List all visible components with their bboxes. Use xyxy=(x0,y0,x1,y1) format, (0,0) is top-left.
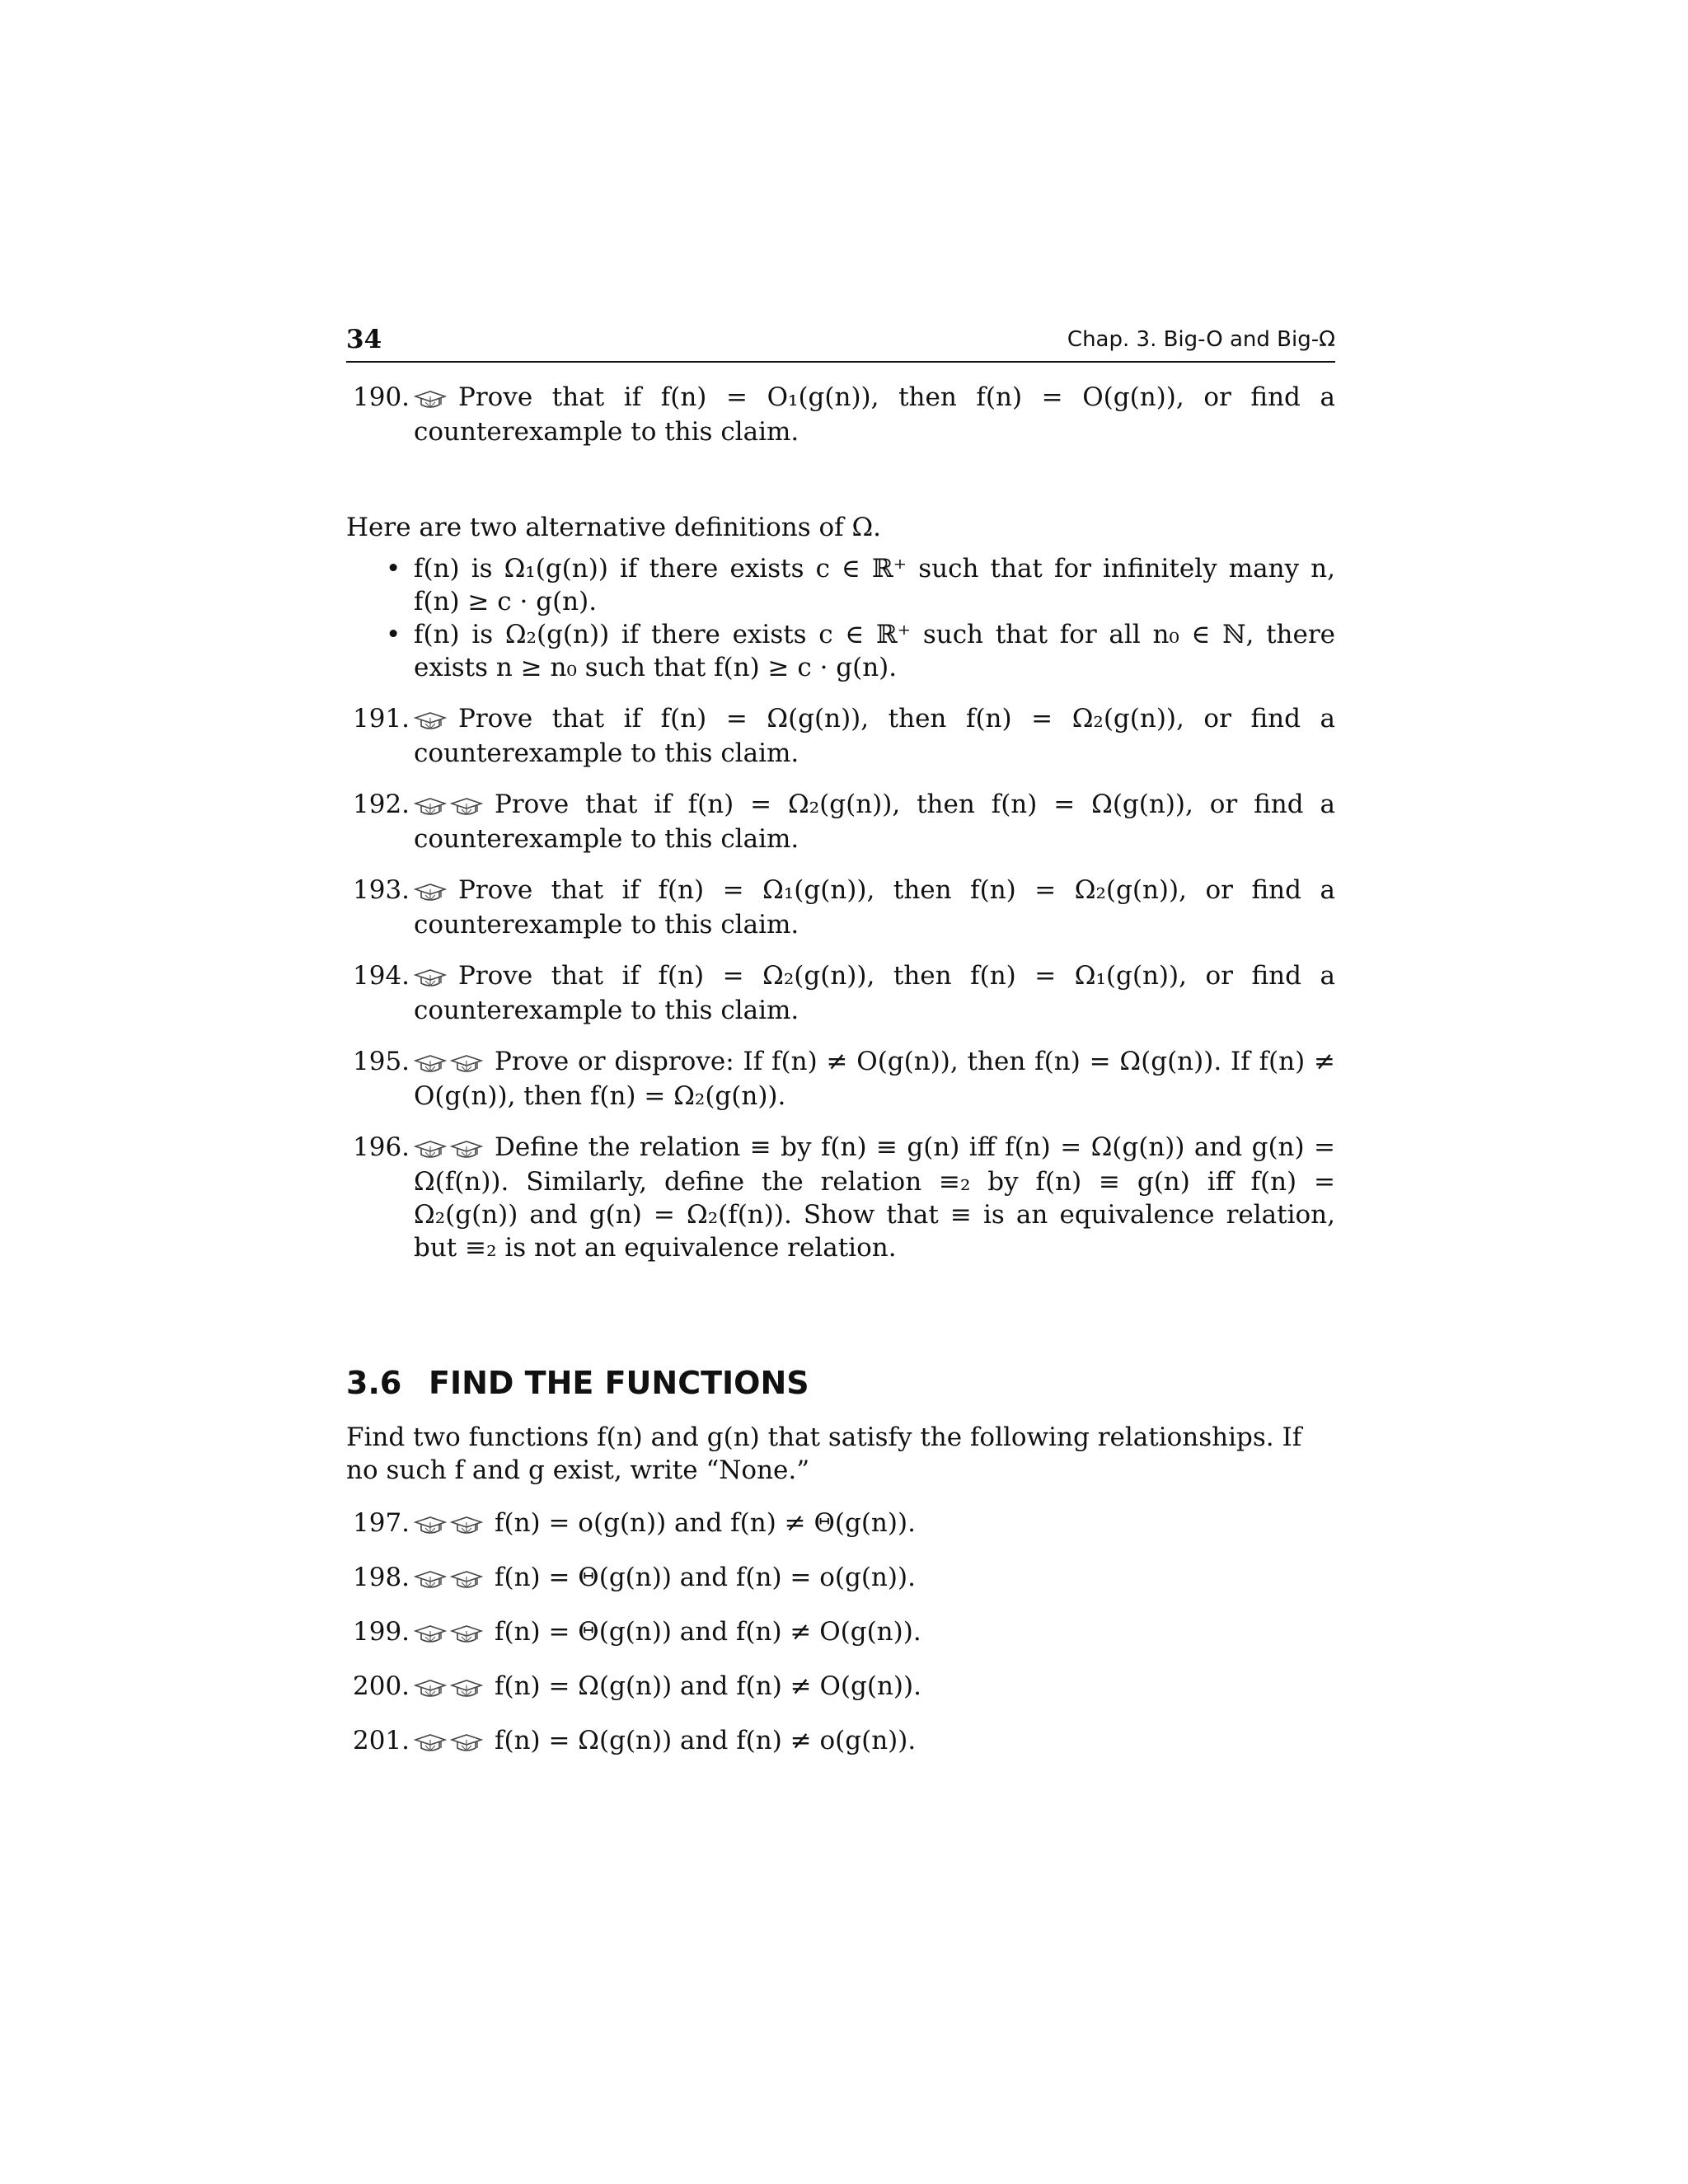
graduation-cap-icon xyxy=(450,1678,483,1701)
exercise-190 xyxy=(346,381,1335,448)
exercise-text: Prove that if f(n) = Ω₁(g(n)), then f(n) = Ω₂(g(n)), or find a counterexample to this claim. xyxy=(414,875,1335,940)
graduation-cap-icon xyxy=(414,1515,447,1538)
graduation-cap-icon xyxy=(450,1569,483,1592)
graduation-cap-icon xyxy=(450,1139,483,1162)
graduation-cap-icon xyxy=(450,1624,483,1647)
exercise-text: f(n) = Ω(g(n)) and f(n) ≠ o(g(n)). xyxy=(495,1726,917,1755)
exercise-number: 194. xyxy=(353,961,410,991)
exercise-191 xyxy=(346,702,1335,770)
exercise-text: Prove that if f(n) = Ω(g(n)), then f(n) = Ω₂(g(n)), or find a counterexample to this claim. xyxy=(414,704,1335,768)
list-item: • f(n) is Ω₂(g(n)) if there exists c ∈ ℝ⁺ such that for all n₀ ∈ ℕ, there exists n ≥ n₀ such that f(n) ≥ c · g(n). xyxy=(386,620,1335,682)
exercise-text: Prove that if f(n) = O₁(g(n)), then f(n) = O(g(n)), or find a counterexample to this claim. xyxy=(414,382,1335,447)
graduation-cap-icon xyxy=(414,1053,447,1076)
exercise-number: 192. xyxy=(353,790,410,819)
graduation-cap-icon xyxy=(414,1139,447,1162)
exercise-text: f(n) = o(g(n)) and f(n) ≠ Θ(g(n)). xyxy=(495,1508,916,1538)
section-number: 3.6 xyxy=(346,1365,402,1401)
section-heading xyxy=(346,1363,1335,1403)
graduation-cap-icon xyxy=(414,710,447,733)
graduation-cap-icon xyxy=(450,1515,483,1538)
exercise-text: f(n) = Θ(g(n)) and f(n) = o(g(n)). xyxy=(495,1563,916,1592)
exercise-198 xyxy=(346,1561,1335,1596)
graduation-cap-icon xyxy=(414,796,447,819)
page-number: 34 xyxy=(346,325,382,354)
page-content xyxy=(346,323,1335,1759)
exercise-number: 195. xyxy=(353,1047,410,1076)
exercise-number: 196. xyxy=(353,1132,410,1162)
section-intro: Find two functions f(n) and g(n) that satisfy the following relationships. If no such f and g exist, write “None.” xyxy=(346,1422,1302,1485)
exercise-199 xyxy=(346,1615,1335,1650)
exercise-text: Define the relation ≡ by f(n) ≡ g(n) iff f(n) = Ω(g(n)) and g(n) = Ω(f(n)). Similarly, define the relation ≡₂ by f(n) ≡ g(n) iff f(n) = Ω₂(g(n)) and g(n) = Ω₂(f(n)). Show that ≡ is an equivalence relation, but ≡₂ is not an equivalence relation. xyxy=(414,1132,1335,1263)
exercise-number: 200. xyxy=(353,1671,410,1701)
exercise-text: f(n) = Θ(g(n)) and f(n) ≠ O(g(n)). xyxy=(495,1617,921,1647)
exercise-193 xyxy=(346,874,1335,941)
graduation-cap-icon xyxy=(414,389,447,412)
exercise-number: 193. xyxy=(353,875,410,905)
exercise-text: Prove that if f(n) = Ω₂(g(n)), then f(n) = Ω₁(g(n)), or find a counterexample to this claim. xyxy=(414,961,1335,1025)
exercise-195 xyxy=(346,1045,1335,1113)
definition-omega-2: f(n) is Ω₂(g(n)) if there exists c ∈ ℝ⁺ such that for all n₀ ∈ ℕ, there exists n ≥ n₀ such that f(n) ≥ c · g(n). xyxy=(414,620,1335,682)
graduation-cap-icon xyxy=(414,1678,447,1701)
definition-omega-1: f(n) is Ω₁(g(n)) if there exists c ∈ ℝ⁺ such that for infinitely many n, f(n) ≥ c · g(n). xyxy=(414,554,1335,616)
exercise-text: Prove that if f(n) = Ω₂(g(n)), then f(n) = Ω(g(n)), or find a counterexample to this claim. xyxy=(414,790,1335,854)
exercise-196 xyxy=(346,1131,1335,1264)
exercise-194 xyxy=(346,959,1335,1027)
exercise-200 xyxy=(346,1670,1335,1704)
running-head: Chap. 3. Big-O and Big-Ω xyxy=(1067,327,1335,352)
graduation-cap-icon xyxy=(414,968,447,991)
exercise-number: 199. xyxy=(353,1617,410,1647)
graduation-cap-icon xyxy=(450,796,483,819)
graduation-cap-icon xyxy=(450,1053,483,1076)
exercise-197 xyxy=(346,1507,1335,1541)
exercise-number: 190. xyxy=(353,382,410,412)
section-title: FIND THE FUNCTIONS xyxy=(429,1365,809,1401)
exercise-192 xyxy=(346,788,1335,855)
graduation-cap-icon xyxy=(414,1624,447,1647)
definitions-list xyxy=(346,552,1335,684)
definitions-intro: Here are two alternative definitions of Ω. xyxy=(346,513,882,542)
page-header xyxy=(346,323,1335,363)
exercise-number: 197. xyxy=(353,1508,410,1538)
exercise-number: 191. xyxy=(353,704,410,733)
graduation-cap-icon xyxy=(414,882,447,905)
exercise-number: 201. xyxy=(353,1726,410,1755)
graduation-cap-icon xyxy=(414,1569,447,1592)
list-item: • f(n) is Ω₁(g(n)) if there exists c ∈ ℝ⁺ such that for infinitely many n, f(n) ≥ c · g(n). xyxy=(386,554,1335,616)
exercise-201 xyxy=(346,1724,1335,1759)
exercise-text: f(n) = Ω(g(n)) and f(n) ≠ O(g(n)). xyxy=(495,1671,921,1701)
graduation-cap-icon xyxy=(450,1732,483,1755)
exercise-text: Prove or disprove: If f(n) ≠ O(g(n)), then f(n) = Ω(g(n)). If f(n) ≠ O(g(n)), then f(n) = Ω₂(g(n)). xyxy=(414,1047,1335,1111)
graduation-cap-icon xyxy=(414,1732,447,1755)
exercise-number: 198. xyxy=(353,1563,410,1592)
